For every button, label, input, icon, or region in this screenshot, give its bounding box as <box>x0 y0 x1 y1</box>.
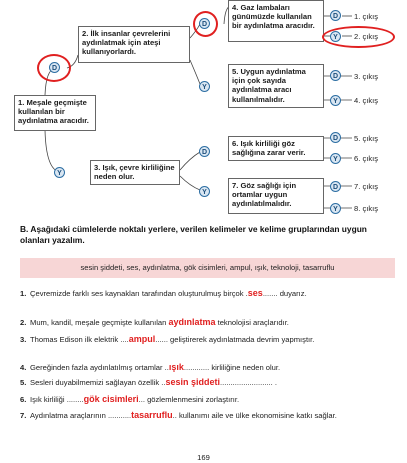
flow-box-2: 2. İlk insanlar çevrelerini aydınlatmak için ateşi kullanıyorlardı. <box>78 26 190 63</box>
handwritten-answer: ses <box>247 288 263 298</box>
item-number: 5. <box>20 378 27 387</box>
exit-1: 1. çıkış <box>354 12 379 21</box>
item-number: 3. <box>20 335 27 344</box>
exit-2: 2. çıkış <box>354 32 379 41</box>
flow-box-3: 3. Işık, çevre kirliliğine neden olur. <box>90 160 180 185</box>
handdrawn-circle-mark <box>193 11 218 37</box>
item-text: ....... duyarız. <box>262 289 307 298</box>
item-number: 4. <box>20 363 27 372</box>
flow-box-4: 4. Gaz lambaları günümüzde kullanılan bir aydınlatma aracıdır. <box>228 0 324 42</box>
handwritten-answer: sesin şiddeti <box>165 377 221 387</box>
item-text: teknolojisi araçlarıdır. <box>215 318 289 327</box>
false-marker-icon: Y <box>330 153 341 164</box>
true-marker-icon: D <box>199 146 210 157</box>
flow-box-5: 5. Uygun aydınlatma için çok sayıda aydınlatma aracı kullanılmalıdır. <box>228 64 324 108</box>
flow-box-6: 6. Işık kirliliği göz sağlığına zarar verir. <box>228 136 324 161</box>
item-text: Çevremizde farklı ses kaynakları tarafından oluşturulmuş birçok . <box>30 289 248 298</box>
item-text: ............ kirliliğine neden olur. <box>183 363 281 372</box>
false-marker-icon: Y <box>330 95 341 106</box>
flow-box-1: 1. Meşale geçmişte kullanılan bir aydınlatma aracıdır. <box>14 95 96 131</box>
item-text: ... gözlemlenmesini zorlaştırır. <box>138 395 240 404</box>
handwritten-answer: tasarruflu <box>131 410 173 420</box>
item-text: Sesleri duyabilmemizi sağlayan özellik .. <box>30 378 166 387</box>
exit-4: 4. çıkış <box>354 96 379 105</box>
handdrawn-circle-mark <box>322 26 395 48</box>
handwritten-answer: gök cisimleri <box>83 394 139 404</box>
handdrawn-circle-mark <box>37 54 71 82</box>
item-text: .. kullanımı aile ve ülke ekonomisine katkı sağlar. <box>172 411 337 420</box>
true-marker-icon: D <box>330 10 341 21</box>
true-marker-icon: D <box>199 18 210 29</box>
false-marker-icon: Y <box>54 167 65 178</box>
exit-3: 3. çıkış <box>354 72 379 81</box>
false-marker-icon: Y <box>330 31 341 42</box>
section-b-title: B. Aşağıdaki cümlelerde noktalı yerlere, verilen kelimeler ve kelime gruplarından uygun olanları yazalım. <box>20 224 367 245</box>
item-text: Thomas Edison ilk elektrik .... <box>30 335 129 344</box>
exit-7: 7. çıkış <box>354 182 379 191</box>
item-number: 6. <box>20 395 27 404</box>
true-marker-icon: D <box>330 181 341 192</box>
item-text: ......................... . <box>220 378 277 387</box>
item-number: 7. <box>20 411 27 420</box>
false-marker-icon: Y <box>199 81 210 92</box>
flow-box-7: 7. Göz sağlığı için ortamlar uygun aydınlatılmalıdır. <box>228 178 324 214</box>
item-text: Aydınlatma araçlarının ........... <box>30 411 132 420</box>
item-text: Işık kirliliği ........ <box>30 395 84 404</box>
true-marker-icon: D <box>49 62 60 73</box>
item-number: 1. <box>20 289 27 298</box>
page-number: 169 <box>197 453 210 462</box>
false-marker-icon: Y <box>330 203 341 214</box>
item-text: Mum, kandil, meşale geçmişte kullanılan <box>30 318 169 327</box>
false-marker-icon: Y <box>199 186 210 197</box>
word-bank: sesin şiddeti, ses, aydınlatma, gök cisimleri, ampul, ışık, teknoloji, tasarruflu <box>20 258 395 278</box>
true-marker-icon: D <box>330 132 341 143</box>
item-number: 2. <box>20 318 27 327</box>
handwritten-answer: aydınlatma <box>168 317 216 327</box>
exit-6: 6. çıkış <box>354 154 379 163</box>
handwritten-answer: ışık <box>168 362 184 372</box>
exit-5: 5. çıkış <box>354 134 379 143</box>
exit-8: 8. çıkış <box>354 204 379 213</box>
item-text: ...... geliştirerek aydınlatmada devrim yapmıştır. <box>155 335 315 344</box>
handwritten-answer: ampul <box>128 334 156 344</box>
true-marker-icon: D <box>330 70 341 81</box>
item-text: Gereğinden fazla aydınlatılmış ortamlar .. <box>30 363 169 372</box>
